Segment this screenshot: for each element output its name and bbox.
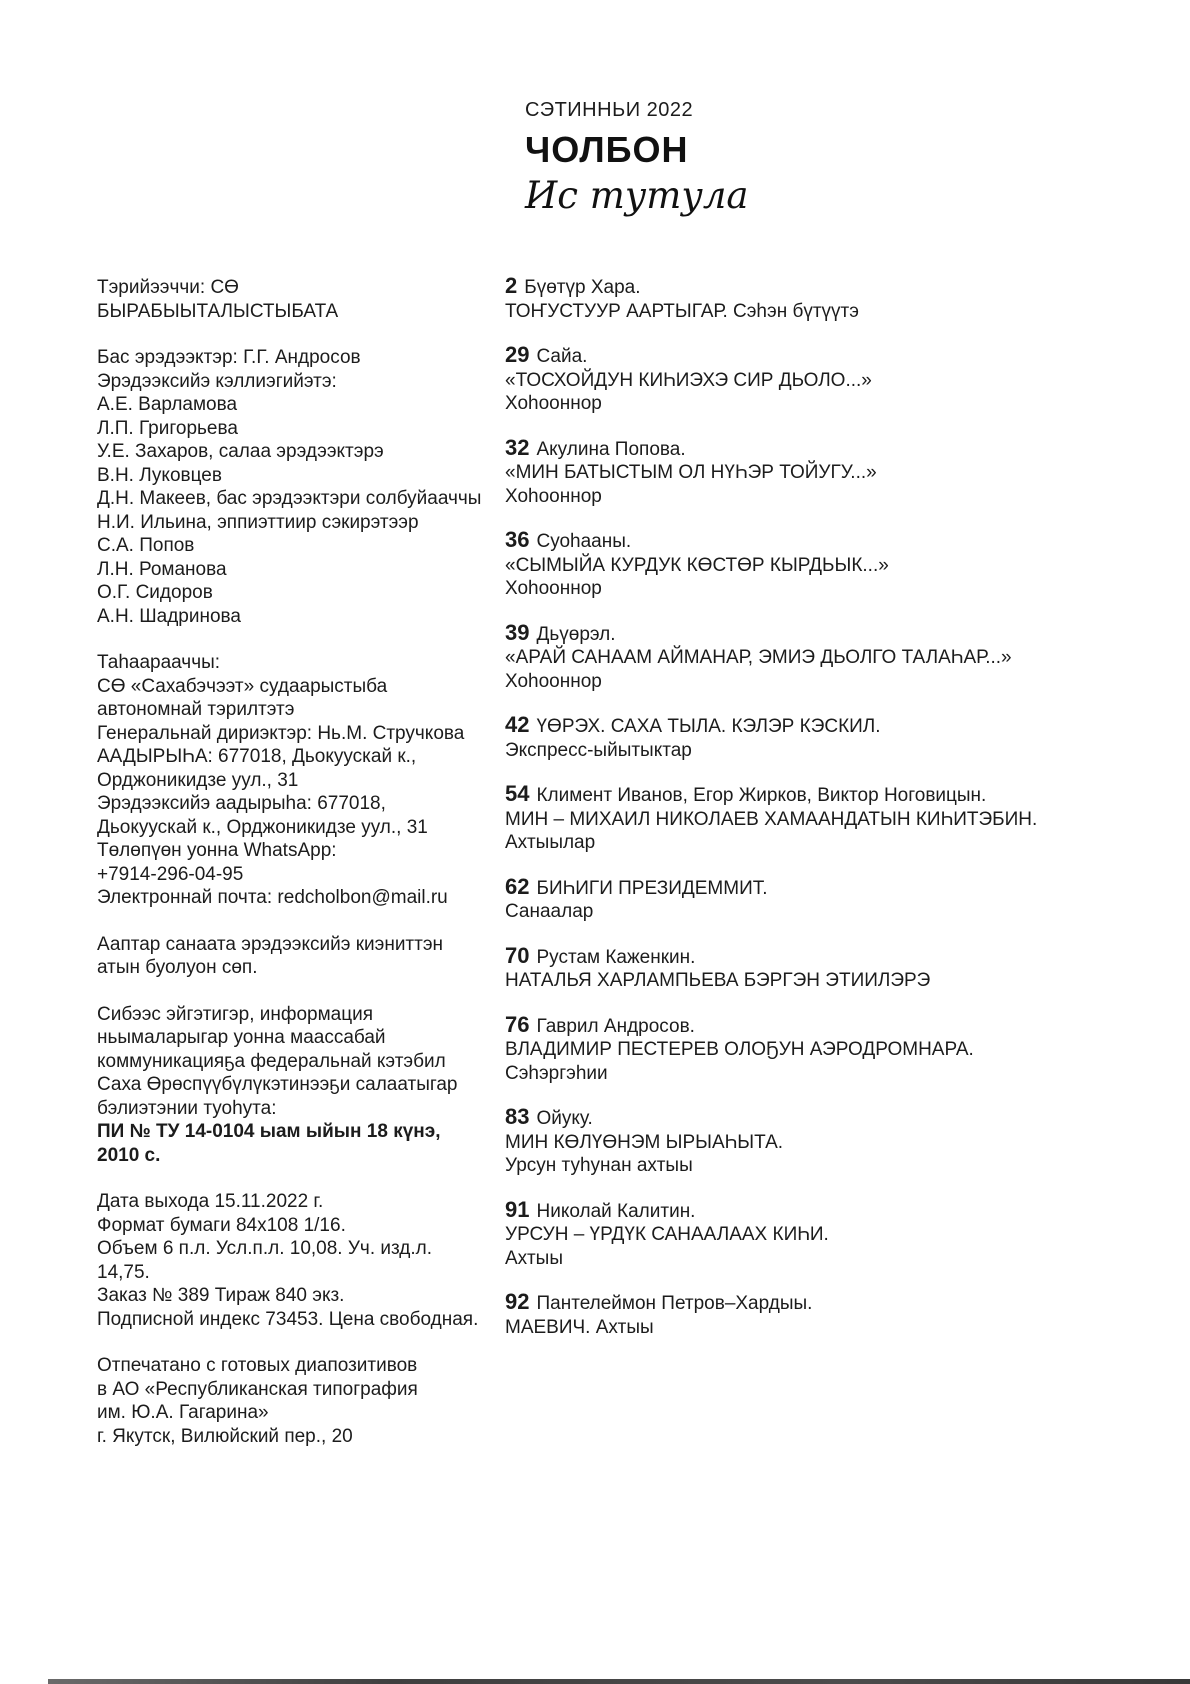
toc-entry-first-line [505, 528, 1085, 554]
toc-entry-first-line [505, 1290, 1085, 1316]
imprint-line: В.Н. Луковцев [97, 464, 222, 486]
imprint-line: Электроннай почта: redcholbon@mail.ru [97, 887, 448, 908]
imprint-line: Формат бумаги 84х108 1/16. [97, 1214, 346, 1236]
toc-entry [505, 343, 1085, 416]
toc-genre-line: Хоһооннор [505, 485, 602, 507]
toc-author: Николай Калитин. [536, 1200, 696, 1222]
imprint-line: Эрэдээксийэ кэллиэгийэтэ: [97, 370, 337, 392]
imprint-line: Л.Н. Романова [97, 558, 227, 580]
toc-entry-first-line [505, 875, 1085, 901]
imprint-line: коммуникацияҕа федеральнай кэтэбил [97, 1050, 446, 1072]
toc-entry-first-line [505, 782, 1085, 808]
imprint-line: г. Якутск, Вилюйский пер., 20 [97, 1425, 353, 1447]
toc-genre-line: Ахтыылар [505, 832, 596, 853]
imprint-line: Подписной индекс 73453. Цена свободная. [97, 1308, 479, 1330]
toc-page-number: 54 [505, 781, 530, 806]
toc-page-number: 83 [505, 1104, 530, 1129]
toc-title-line: НАТАЛЬЯ ХАРЛАМПЬЕВА БЭРГЭН ЭТИИЛЭРЭ [505, 970, 931, 991]
toc-entry [505, 528, 1085, 601]
toc-entry [505, 713, 1085, 762]
toc-entry [505, 1198, 1085, 1271]
imprint-line: Саха Өрөспүүбүлүкэтинээҕи салаатыгар [97, 1074, 458, 1095]
toc-title-line: МАЕВИЧ. Ахтыы [505, 1316, 654, 1338]
imprint-line: в АО «Республиканская типография [97, 1378, 418, 1400]
toc-entry [505, 621, 1085, 694]
toc-entry-first-line [505, 436, 1085, 462]
toc-author: БИҺИГИ ПРЕЗИДЕММИТ. [536, 877, 768, 899]
magazine-title: ЧОЛБОН [525, 129, 689, 170]
imprint-line: Отпечатано с готовых диапозитивов [97, 1355, 418, 1376]
imprint-line: Сибээс эйгэтигэр, информация [97, 1003, 374, 1025]
toc-entry [505, 1105, 1085, 1178]
toc-author: Акулина Попова. [536, 438, 686, 460]
toc-genre-line: Хоһооннор [505, 393, 602, 414]
toc-title-line: «АРАЙ САНААМ АЙМАНАР, ЭМИЭ ДЬОЛГО ТАЛАҺАР...» [505, 647, 1012, 668]
toc-entry [505, 1290, 1085, 1339]
imprint-line: Заказ № 389 Тираж 840 экз. [97, 1285, 345, 1306]
toc-entry-first-line [505, 621, 1085, 647]
toc-author: Климент Иванов, Егор Жирков, Виктор Ноговицын. [536, 785, 987, 806]
toc-page-number: 29 [505, 342, 530, 367]
toc-page-number: 62 [505, 873, 530, 899]
imprint-line: Л.П. Григорьева [97, 417, 238, 439]
imprint-line: бэлиэтэнии туоһута: [97, 1097, 277, 1119]
toc-author: Ойуку. [536, 1108, 593, 1129]
imprint-line: Дата выхода 15.11.2022 г. [97, 1191, 324, 1212]
imprint-line: О.Г. Сидоров [97, 582, 213, 603]
imprint-line: А.Е. Варламова [97, 394, 238, 415]
toc-entry [505, 436, 1085, 509]
imprint-line: Объем 6 п.л. Усл.п.л. 10,08. Уч. изд.л. 14,75. [97, 1238, 433, 1283]
masthead [525, 99, 748, 217]
toc-title-line: Санаалар [505, 901, 594, 922]
toc-genre-line: Ахтыы [505, 1247, 563, 1269]
imprint-line: Дьокуускай к., Орджоникидзе уул., 31 [97, 816, 428, 838]
imprint-line: ньымаларыгар уонна маассабай [97, 1027, 386, 1048]
imprint-line: СӨ «Сахабэчээт» судаарыстыба [97, 675, 388, 697]
toc-page-number: 2 [505, 273, 518, 298]
toc-title-line: «ТОСХОЙДУН КИҺИЭХЭ СИР ДЬОЛО...» [505, 369, 872, 391]
imprint-line: Төлөпүөн уонна WhatsApp: [97, 840, 337, 861]
toc-title-line: МИН КӨЛҮӨНЭМ ЫРЫАҺЫТА. [505, 1131, 784, 1153]
toc-entry [505, 274, 1085, 323]
imprint-line: Таһаарааччы: [97, 652, 221, 673]
imprint-line: автономнай тэрилтэтэ [97, 699, 295, 720]
toc-author: Пантелеймон Петров–Хардыы. [536, 1293, 813, 1314]
toc-entry [505, 782, 1085, 855]
toc-entry-first-line [505, 713, 1085, 739]
toc-entry-first-line [505, 1105, 1085, 1131]
toc-author: Дьүөрэл. [536, 623, 616, 645]
toc-entry-first-line [505, 944, 1085, 970]
contents-subtitle: Ис тутула [525, 174, 749, 217]
toc-author: Бүөтүр Хара. [524, 277, 641, 298]
imprint-line: ААДЫРЫҺА: 677018, Дьокуускай к., [97, 746, 417, 767]
imprint-line: Д.Н. Макеев, бас эрэдээктэри солбуйааччы [97, 488, 482, 509]
toc-author: ҮӨРЭХ. САХА ТЫЛА. КЭЛЭР КЭСКИЛ. [536, 716, 881, 737]
toc-entry-first-line [505, 274, 1085, 300]
toc-page-number: 70 [505, 942, 530, 968]
imprint-line: А.Н. Шадринова [97, 605, 241, 627]
imprint-line: Тэрийээччи: СӨ БЫРАБЫЫТАЛЫСТЫБАТА [97, 277, 339, 322]
imprint-line: Эрэдээксийэ аадырыһа: 677018, [97, 793, 386, 814]
imprint-line: ПИ № ТУ 14-0104 ыам ыйын 18 күнэ, 2010 с. [97, 1121, 441, 1166]
toc-title-line: ТОҤУСТУУР ААРТЫГАР. Сэһэн бүтүүтэ [505, 300, 859, 322]
toc-genre-line: Урсун туһунан ахтыы [505, 1155, 693, 1176]
issue-date: СЭТИННЬИ 2022 [525, 99, 694, 121]
toc-entry [505, 875, 1085, 924]
toc-page-number: 92 [505, 1289, 530, 1314]
imprint-line: атын буолуон сөп. [97, 957, 258, 978]
toc-entry-first-line [505, 1198, 1085, 1224]
toc-author: Сайа. [536, 346, 588, 367]
toc-title-line: ВЛАДИМИР ПЕСТЕРЕВ ОЛОҔУН АЭРОДРОМНАРА. [505, 1039, 974, 1060]
toc-genre-line: Сэһэргэһии [505, 1062, 608, 1084]
toc-title-line: «СЫМЫЙА КУРДУК КӨСТӨР КЫРДЬЫК...» [505, 554, 889, 576]
toc-genre-line: Хоһооннор [505, 578, 602, 599]
imprint-line: Орджоникидзе уул., 31 [97, 769, 299, 791]
toc-genre-line: Хоһооннор [505, 670, 602, 692]
imprint-column [97, 276, 482, 1448]
toc-page-number: 91 [505, 1196, 530, 1222]
toc-title-line: МИН – МИХАИЛ НИКОЛАЕВ ХАМААНДАТЫН КИҺИТЭБИН. [505, 808, 1038, 830]
imprint-line: им. Ю.А. Гагарина» [97, 1402, 269, 1423]
toc-page-number: 36 [505, 527, 530, 552]
toc-page-number: 76 [505, 1011, 530, 1037]
toc-page-number: 42 [505, 712, 530, 737]
toc-title-line: «МИН БАТЫСТЫМ ОЛ НҮҺЭР ТОЙУГУ...» [505, 462, 877, 483]
scan-edge-artifact [48, 1679, 1190, 1684]
imprint-line: С.А. Попов [97, 535, 195, 556]
imprint-line: У.Е. Захаров, салаа эрэдээктэрэ [97, 441, 384, 462]
toc-entry-first-line [505, 1013, 1085, 1039]
toc-entry [505, 1013, 1085, 1086]
toc-column [505, 274, 1085, 1359]
toc-entry-first-line [505, 343, 1085, 369]
imprint-line: Генеральнай дириэктэр: Нь.М. Стручкова [97, 722, 465, 744]
toc-title-line: УРСУН – ҮРДҮК САНААЛААХ КИҺИ. [505, 1224, 829, 1245]
toc-title-line: Экспресс-ыйытыктар [505, 739, 692, 761]
toc-entry [505, 944, 1085, 993]
imprint-line: Ааптар санаата эрэдээксийэ киэниттэн [97, 933, 444, 955]
toc-author: Суоһааны. [536, 531, 632, 552]
imprint-line: Н.И. Ильина, эппиэттиир сэкирэтээр [97, 511, 419, 533]
imprint-line: Бас эрэдээктэр: Г.Г. Андросов [97, 347, 361, 368]
imprint-line: +7914-296-04-95 [97, 863, 244, 885]
toc-author: Гаврил Андросов. [536, 1015, 695, 1037]
toc-page-number: 32 [505, 434, 530, 460]
toc-page-number: 39 [505, 619, 530, 645]
toc-author: Рустам Каженкин. [536, 946, 696, 968]
